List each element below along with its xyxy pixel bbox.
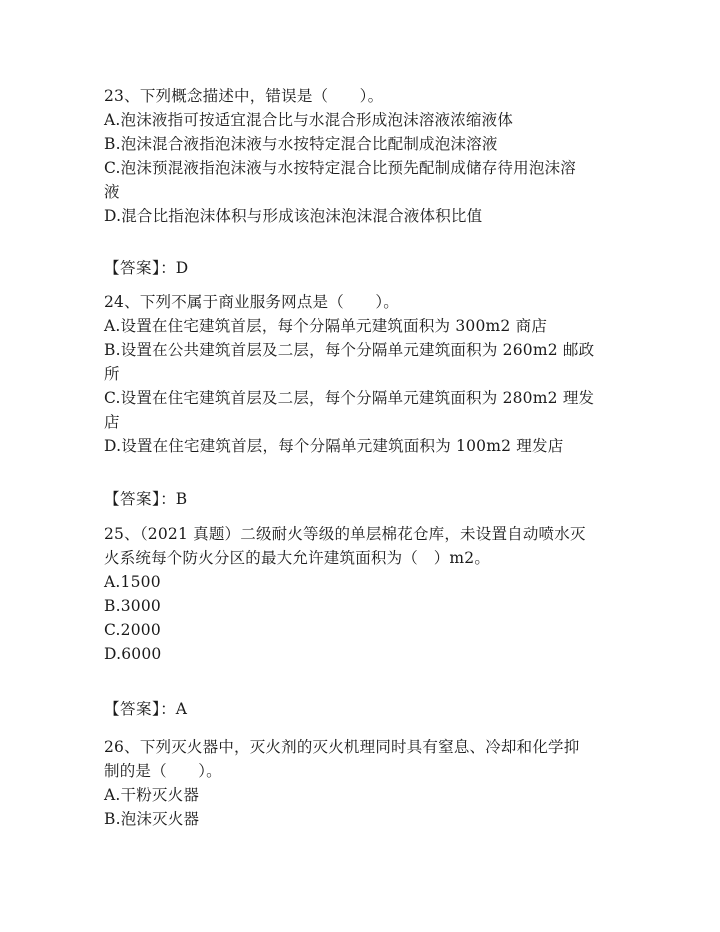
- question-25: [104, 522, 624, 666]
- option-c: C.设置在住宅建筑首层及二层，每个分隔单元建筑面积为 280m2 理发: [104, 389, 595, 407]
- answer-label: 【答案】: [104, 700, 161, 718]
- option-b: B.泡沫灭火器: [104, 810, 200, 828]
- option-c-continued: 液: [104, 183, 120, 201]
- question-stem: 23、下列概念描述中，错误是（ ）。: [104, 87, 384, 105]
- option-b-continued: 所: [104, 365, 120, 383]
- option-b: B.3000: [104, 597, 161, 615]
- option-b: B.泡沫混合液指泡沫液与水按特定混合比配制成泡沫溶液: [104, 135, 498, 153]
- option-d: D.混合比指泡沫体积与形成该泡沫泡沫混合液体积比值: [104, 207, 483, 225]
- option-b: B.设置在公共建筑首层及二层，每个分隔单元建筑面积为 260m2 邮政: [104, 341, 595, 359]
- answer-label: 【答案】: [104, 259, 161, 277]
- answer-23: [104, 256, 188, 280]
- answer-value: ：D: [160, 259, 189, 277]
- question-stem: 26、下列灭火器中，灭火剂的灭火机理同时具有窒息、冷却和化学抑: [104, 738, 580, 756]
- answer-label: 【答案】: [104, 490, 161, 508]
- question-stem: 24、下列不属于商业服务网点是（ ）。: [104, 293, 399, 311]
- option-a: A.1500: [104, 573, 161, 591]
- answer-value: ：B: [160, 490, 188, 508]
- question-stem-continued: 火系统每个防火分区的最大允许建筑面积为（ ）m2。: [104, 549, 491, 567]
- question-24: [104, 290, 624, 458]
- answer-value: ：A: [160, 700, 187, 718]
- option-d: D.设置在住宅建筑首层，每个分隔单元建筑面积为 100m2 理发店: [104, 437, 564, 455]
- option-c: C.2000: [104, 621, 161, 639]
- option-c: C.泡沫预混液指泡沫液与水按特定混合比预先配制成储存待用泡沫溶: [104, 159, 576, 177]
- option-d: D.6000: [104, 645, 162, 663]
- question-stem: 25、（2021 真题）二级耐火等级的单层棉花仓库，未设置自动喷水灭: [104, 525, 586, 543]
- option-a: A.设置在住宅建筑首层，每个分隔单元建筑面积为 300m2 商店: [104, 317, 548, 335]
- option-a: A.泡沫液指可按适宜混合比与水混合形成泡沫溶液浓缩液体: [104, 111, 514, 129]
- answer-25: [104, 697, 187, 721]
- question-stem-continued: 制的是（ ）。: [104, 762, 222, 780]
- answer-24: [104, 487, 187, 511]
- option-c-continued: 店: [104, 413, 120, 431]
- question-23: [104, 84, 624, 228]
- option-a: A.干粉灭火器: [104, 786, 200, 804]
- question-26: [104, 735, 624, 831]
